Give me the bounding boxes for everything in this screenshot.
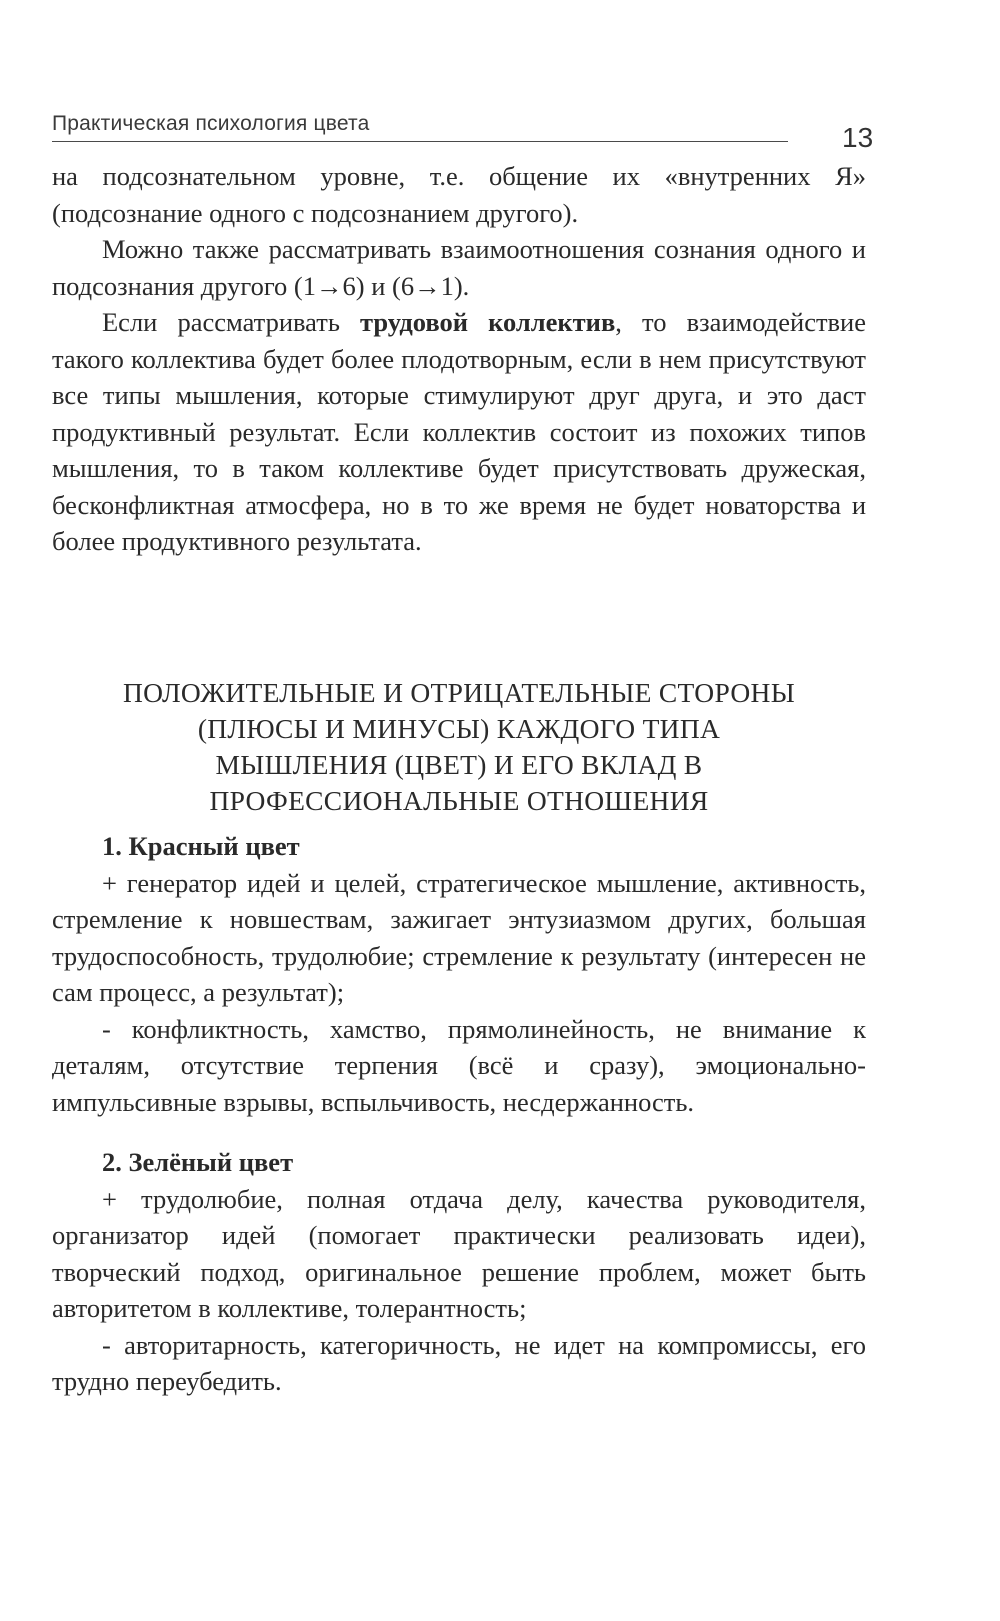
heading-line: (ПЛЮСЫ И МИНУСЫ) КАЖДОГО ТИПА [197,713,721,744]
intro-paragraph-1: на подсознательном уровне, т.е. общение их «внутренних Я» (подсознание одного с подсознанием другого). [52,161,866,228]
green-color-cons: - авторитарность, категоричность, не идет на компромиссы, его трудно переубедить. [52,1329,866,1396]
p3-text-after: , то взаимодействие такого коллектива будет более плодотворным, если в нем присутствуют все типы мышления, которые стимулируют друг друга, и это даст продуктивный результат. Если коллектив состоит из похожих типов мышления, то в таком коллективе будет присутствовать дружеская, бесконфликтная атмосфера, но в то же время не будет новаторства и более продуктивного результата. [52,307,866,556]
heading-line: ПОЛОЖИТЕЛЬНЫЕ И ОТРИЦАТЕЛЬНЫЕ СТОРОНЫ [123,677,795,708]
green-color-title: 2. Зелёный цвет [102,1147,294,1177]
page-number: 13 [842,122,874,153]
intro-paragraph-3 [52,304,866,560]
p3-text-before: Если рассматривать [102,307,361,337]
red-color-pros: + генератор идей и целей, стратегическое мышление, активность, стремление к новшествам, зажигает энтузиазмом других, большая трудоспособность, трудолюбие; стремление к результату (интересен не сам процесс, а результат); [52,867,866,1007]
red-color-section [52,828,866,1120]
red-color-cons: - конфликтность, хамство, прямолинейность, не внимание к деталям, отсутствие терпения (всё и сразу), эмоционально-импульсивные взрывы, вспыльчивость, несдержанность. [52,1013,866,1117]
green-color-section [52,1144,866,1400]
intro-paragraph-2: Можно также рассматривать взаимоотношения сознания одного и подсознания другого (1→6) и (6→1). [52,234,866,301]
intro-block [52,158,866,560]
red-color-title: 1. Красный цвет [102,831,300,861]
p3-bold-term: трудовой коллектив [360,307,616,337]
running-title: Практическая психология цвета [52,112,370,135]
heading-line: МЫШЛЕНИЯ (ЦВЕТ) И ЕГО ВКЛАД В [215,749,703,780]
section-heading [52,675,866,819]
header-rule [52,141,788,142]
green-color-pros: + трудолюбие, полная отдача делу, качества руководителя, организатор идей (помогает практически реализовать идеи), творческий подход, оригинальное решение проблем, может быть авторитетом в коллективе, толерантность; [52,1183,866,1323]
heading-line: ПРОФЕССИОНАЛЬНЫЕ ОТНОШЕНИЯ [209,785,709,816]
